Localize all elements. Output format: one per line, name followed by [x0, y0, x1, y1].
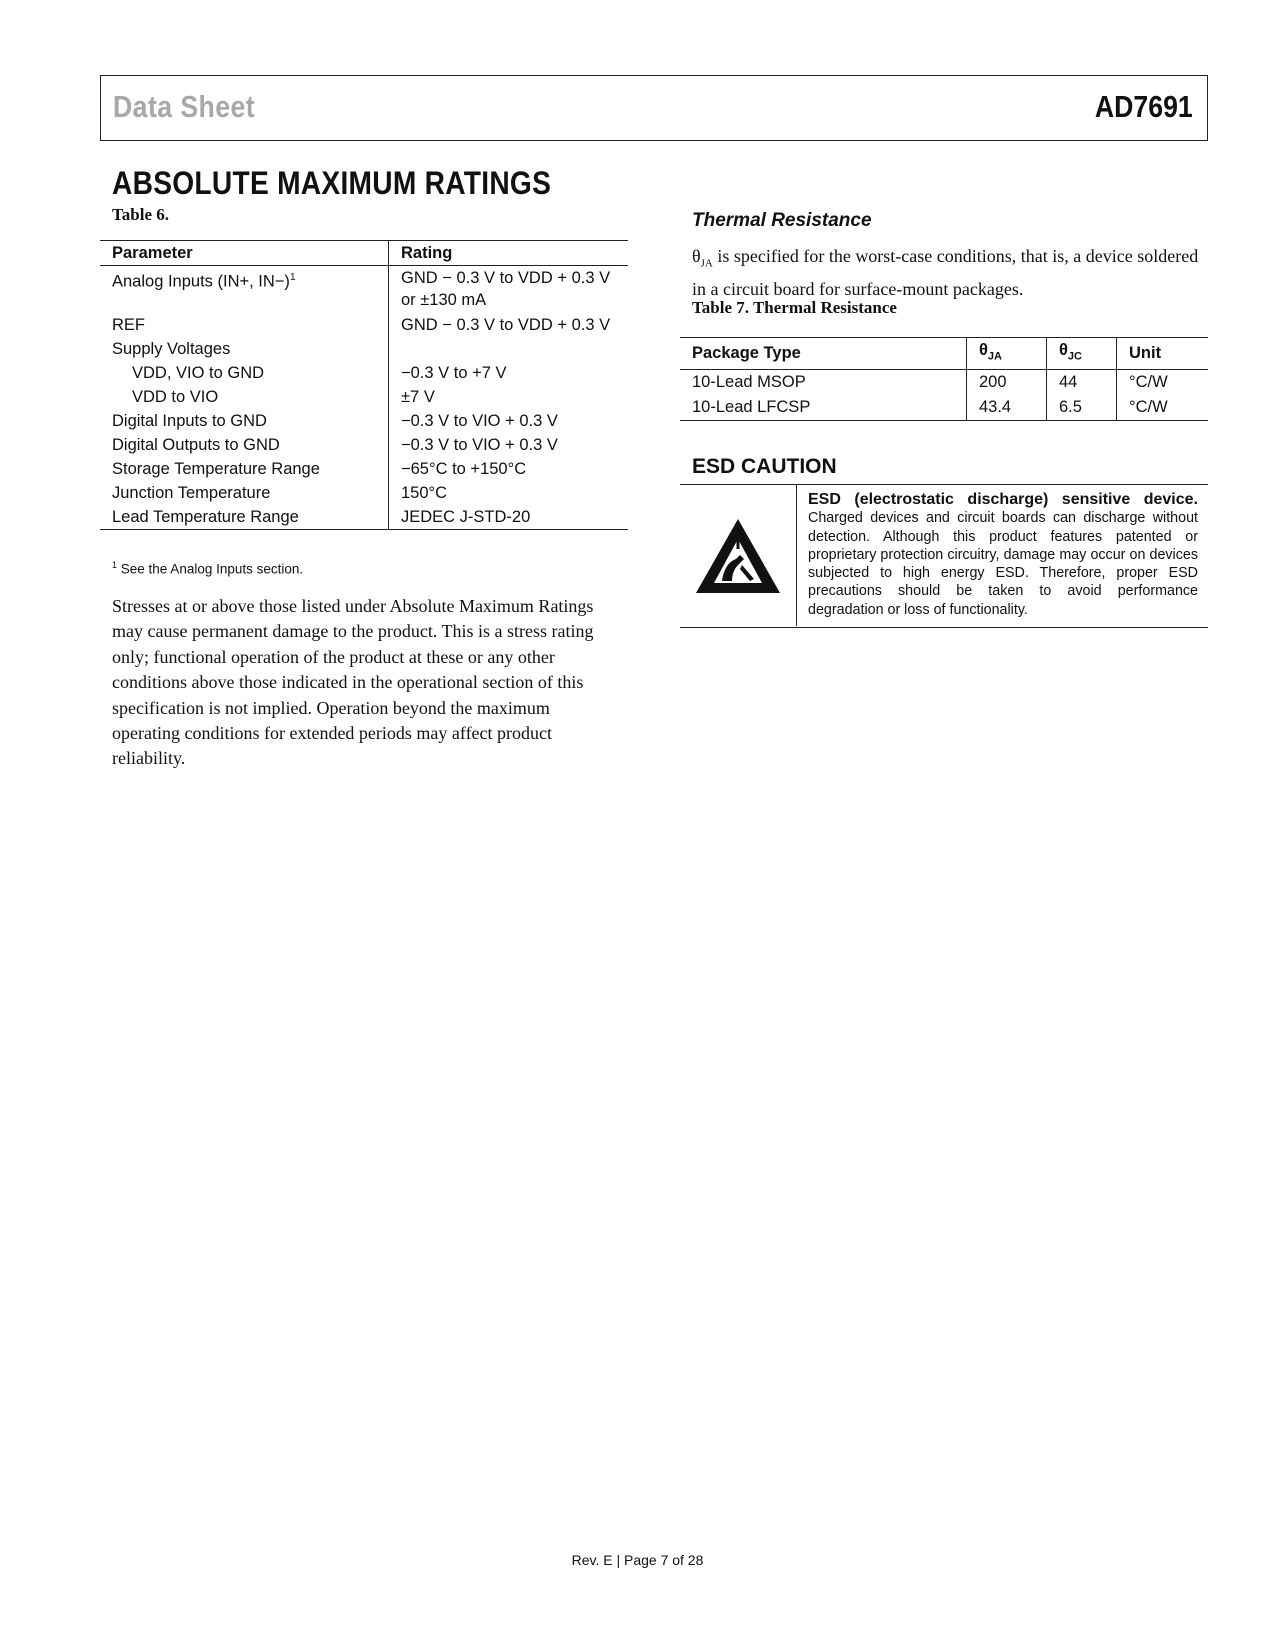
table6-footnote: $^1$ See the Analog Inputs section.	[112, 560, 304, 577]
package-cell: 10-Lead MSOP	[680, 370, 967, 396]
theta-jc-cell: 6.5	[1047, 395, 1117, 421]
table-header-row	[100, 241, 628, 266]
thermal-paragraph: $\theta_{JA}$ is specified for the worst-case conditions, that is, a device soldered in a circuit board for surface-mount packages.	[692, 246, 1199, 299]
unit-cell: °C/W	[1129, 373, 1168, 392]
table-row	[100, 505, 628, 530]
table-row	[100, 337, 628, 361]
param-cell: Digital Inputs to GND	[100, 409, 389, 433]
column-header: Parameter	[100, 241, 389, 266]
rating-cell: 150°C	[401, 484, 448, 502]
param-cell: VDD to VIO	[100, 385, 389, 409]
unit-cell: °C/W	[1129, 398, 1168, 417]
param-cell: VDD, VIO to GND	[100, 361, 389, 385]
table6-caption: Table 6.	[112, 205, 170, 224]
absolute-max-ratings-table	[100, 240, 628, 530]
rating-cell: −0.3 V to VIO + 0.3 V	[401, 412, 558, 430]
esd-caution-box	[680, 484, 1208, 628]
rating-cell: GND − 0.3 V to VDD + 0.3 V	[401, 316, 611, 334]
table-row	[680, 395, 1208, 421]
param-cell: Analog Inputs (IN+, IN−)$^1$	[100, 266, 389, 314]
table-row	[100, 266, 628, 314]
table-row	[100, 313, 628, 337]
column-header: $\theta_{JA}$	[967, 338, 1047, 370]
param-cell: Digital Outputs to GND	[100, 433, 389, 457]
table-row	[100, 409, 628, 433]
param-cell: Supply Voltages	[100, 337, 389, 361]
rating-cell: GND − 0.3 V to VDD + 0.3 V or ±130 mA	[401, 269, 611, 309]
rating-cell	[389, 337, 629, 361]
column-header: Package Type	[680, 338, 967, 370]
section-title: ABSOLUTE MAXIMUM RATINGS	[112, 165, 552, 201]
column-header: $\theta_{JC}$	[1047, 338, 1117, 370]
header-doc-type: Data Sheet	[113, 89, 256, 124]
rating-cell: JEDEC J-STD-20	[401, 508, 531, 526]
rating-cell: −0.3 V to VIO + 0.3 V	[401, 436, 558, 454]
esd-caution-heading: ESD CAUTION	[692, 455, 837, 478]
rating-cell: ±7 V	[401, 388, 435, 406]
esd-caution-text: ESD (electrostatic discharge) sensitive device. Charged devices and circuit boards can discharge without detection. Although this product features patented or proprietary protection circuitry, damage may occur on devices subjected to high energy ESD. Therefore, proper ESD precautions should be taken to avoid performance degradation or loss of functionality.	[808, 491, 1198, 618]
param-cell: Junction Temperature	[100, 481, 389, 505]
esd-warning-icon	[692, 515, 784, 597]
page-header	[100, 75, 1208, 141]
table-row	[100, 457, 628, 481]
column-header: Rating	[401, 244, 453, 262]
table-row	[100, 433, 628, 457]
stress-paragraph: Stresses at or above those listed under Absolute Maximum Ratings may cause permanent damage to the product. This is a stress rating only; functional operation of the product at these or any other conditions above those indicated in the operational section of this specification is not implied. Operation beyond the maximum operating conditions for extended periods may affect product reliability.	[112, 596, 594, 769]
theta-jc-cell: 44	[1047, 370, 1117, 396]
header-part-number: AD7691	[1095, 89, 1193, 124]
param-cell: Lead Temperature Range	[100, 505, 389, 530]
page-footer: Rev. E | Page 7 of 28	[571, 1552, 704, 1568]
table-row	[100, 361, 628, 385]
rating-cell: −65°C to +150°C	[401, 460, 527, 478]
param-cell: REF	[100, 313, 389, 337]
table-header-row	[680, 338, 1208, 370]
thermal-resistance-heading: Thermal Resistance	[692, 210, 872, 231]
table-row	[680, 370, 1208, 396]
package-cell: 10-Lead LFCSP	[680, 395, 967, 421]
thermal-resistance-table	[680, 337, 1208, 421]
table-row	[100, 481, 628, 505]
theta-ja-cell: 43.4	[967, 395, 1047, 421]
rating-cell: −0.3 V to +7 V	[401, 364, 507, 382]
column-header: Unit	[1129, 344, 1162, 363]
table7-caption: Table 7. Thermal Resistance	[692, 298, 897, 317]
esd-icon-cell	[680, 485, 797, 626]
table-row	[100, 385, 628, 409]
theta-ja-cell: 200	[967, 370, 1047, 396]
param-cell: Storage Temperature Range	[100, 457, 389, 481]
